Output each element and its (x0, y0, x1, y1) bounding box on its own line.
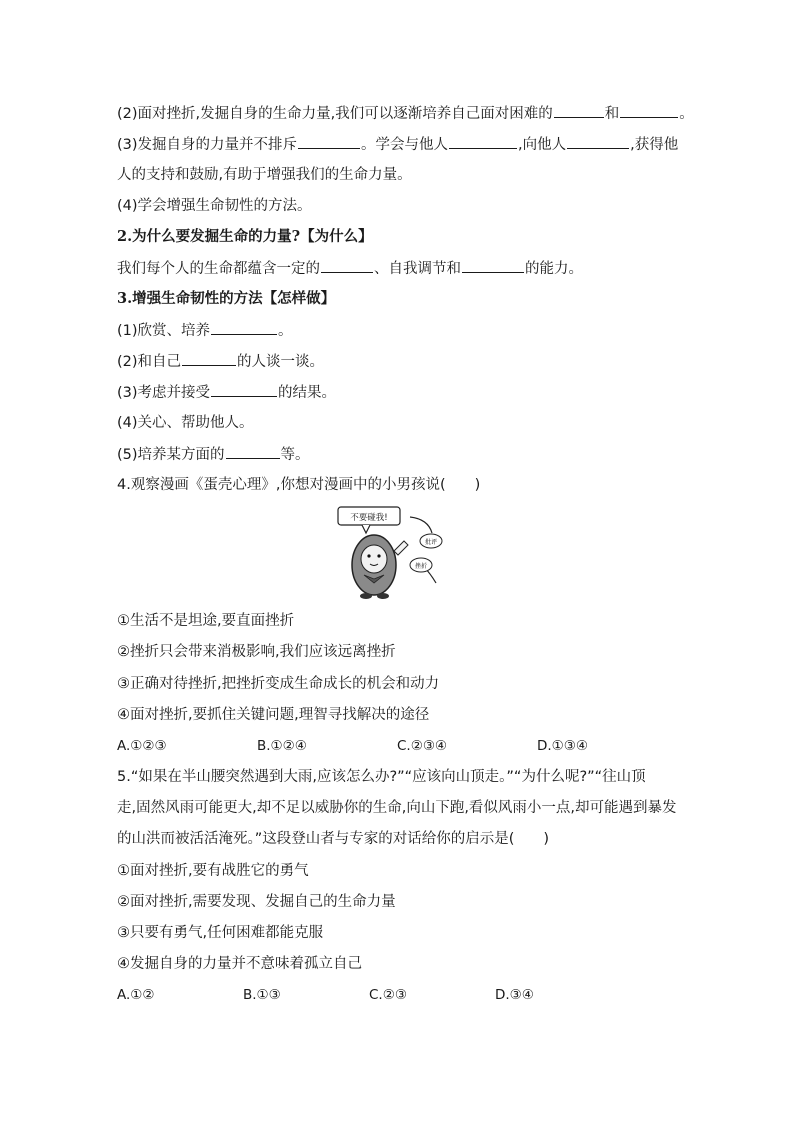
blank[interactable] (298, 134, 360, 149)
section-3-item-5 (117, 444, 697, 465)
question-5-stem-line: 的山洪而被活活淹死。”这段登山者与专家的对话给你的启示是( ) (117, 831, 550, 847)
statement: ①面对挫折,要有战胜它的勇气 (117, 863, 309, 879)
item-3-text-e: 人的支持和鼓励,有助于增强我们的生命力量。 (117, 167, 412, 183)
option-c[interactable]: C.②③④ (397, 738, 448, 754)
option-c[interactable]: C.②③ (369, 987, 407, 1003)
blank[interactable] (226, 444, 280, 459)
boy-foot (360, 593, 372, 599)
section-2-text-b: 、自我调节和 (374, 261, 461, 277)
section-3-item-text: 。 (278, 323, 293, 339)
item-4-text: (4)学会增强生命韧性的方法。 (117, 198, 312, 214)
section-3-item-text: (4)关心、帮助他人。 (117, 415, 254, 431)
statement: ③正确对待挫折,把挫折变成生命成长的机会和动力 (117, 676, 440, 692)
section-2-text-c: 的能力。 (525, 261, 583, 277)
blank[interactable] (211, 320, 277, 335)
section-3-item-text: (3)考虑并接受 (117, 385, 211, 401)
section-2-line (117, 258, 697, 279)
boy-eye (377, 554, 380, 557)
item-3-text-b: 。学会与他人 (361, 137, 449, 153)
tag-text: 挫折 (414, 563, 428, 570)
blank[interactable] (554, 103, 604, 118)
section-3-item-text: 的人谈一谈。 (237, 354, 325, 370)
item-3-text-c: ,向他人 (518, 137, 567, 153)
boy-face (361, 545, 387, 573)
statement: ②面对挫折,需要发现、发掘自己的生命力量 (117, 894, 396, 910)
item-2-text-b: 和 (604, 106, 620, 122)
tag-text: 批评 (424, 539, 438, 546)
section-3-item-text: (1)欣赏、培养 (117, 323, 211, 339)
blank[interactable] (449, 134, 517, 149)
pointing-arm (410, 517, 432, 533)
section-3-item-1 (117, 320, 697, 341)
statement: ③只要有勇气,任何困难都能克服 (117, 925, 324, 941)
item-2-line (117, 103, 697, 124)
item-3-line-1 (117, 134, 697, 155)
blank[interactable] (211, 382, 277, 397)
option-d[interactable]: D.③④ (495, 987, 534, 1003)
section-3-item-text: 等。 (280, 447, 310, 463)
option-d[interactable]: D.①③④ (537, 738, 588, 754)
section-3-item-4 (117, 413, 697, 433)
speech-text: 不要碰我! (350, 513, 388, 523)
option-b[interactable]: B.①③ (243, 987, 281, 1003)
item-4-line (117, 196, 697, 216)
item-2-text: (2)面对挫折,发掘自身的生命力量,我们可以逐渐培养自己面对困难的 (117, 106, 553, 122)
blank[interactable] (321, 258, 373, 273)
item-3-line-2 (117, 165, 697, 185)
section-2-text-a: 我们每个人的生命都蕴含一定的 (117, 261, 320, 277)
section-3-item-text: 的结果。 (278, 385, 337, 401)
statement: ④面对挫折,要抓住关键问题,理智寻找解决的途径 (117, 707, 430, 723)
option-b[interactable]: B.①②④ (257, 738, 307, 754)
blank[interactable] (567, 134, 629, 149)
section-3-item-3 (117, 382, 697, 403)
section-3-item-2 (117, 351, 697, 372)
statement: ④发掘自身的力量并不意味着孤立自己 (117, 956, 362, 972)
section-3-item-text: (2)和自己 (117, 354, 182, 370)
section-3-heading: 3.增强生命韧性的方法【怎样做】 (117, 290, 336, 307)
boy-eye (367, 554, 370, 557)
option-a[interactable]: A.①② (117, 987, 155, 1003)
section-2-heading: 2.为什么要发掘生命的力量?【为什么】 (117, 228, 373, 245)
blank[interactable] (462, 258, 524, 273)
question-5-stem-line: 5.“如果在半山腰突然遇到大雨,应该怎么办?”“应该向山顶走。”“为什么呢?”“往山顶 (117, 769, 646, 785)
speech-bubble-tail (362, 525, 370, 533)
boy-foot (377, 593, 389, 599)
blank[interactable] (620, 103, 678, 118)
section-3-item-text: (5)培养某方面的 (117, 447, 225, 463)
item-3-text-a: (3)发掘自身的力量并不排斥 (117, 137, 298, 153)
item-2-text-c: 。 (679, 106, 694, 122)
option-a[interactable]: A.①②③ (117, 738, 167, 754)
item-3-text-d: ,获得他 (630, 137, 679, 153)
boy-hand (394, 541, 408, 555)
blank[interactable] (182, 351, 236, 366)
statement: ②挫折只会带来消极影响,我们应该远离挫折 (117, 644, 396, 660)
question-5-stem-line: 走,固然风雨可能更大,却不足以威胁你的生命,向山下跑,看似风雨小一点,却可能遇到暴发 (117, 800, 677, 816)
eggshell-cartoon (332, 503, 444, 601)
question-4-stem: 4.观察漫画《蛋壳心理》,你想对漫画中的小男孩说( ) (117, 477, 481, 493)
statement: ①生活不是坦途,要直面挫折 (117, 613, 295, 629)
